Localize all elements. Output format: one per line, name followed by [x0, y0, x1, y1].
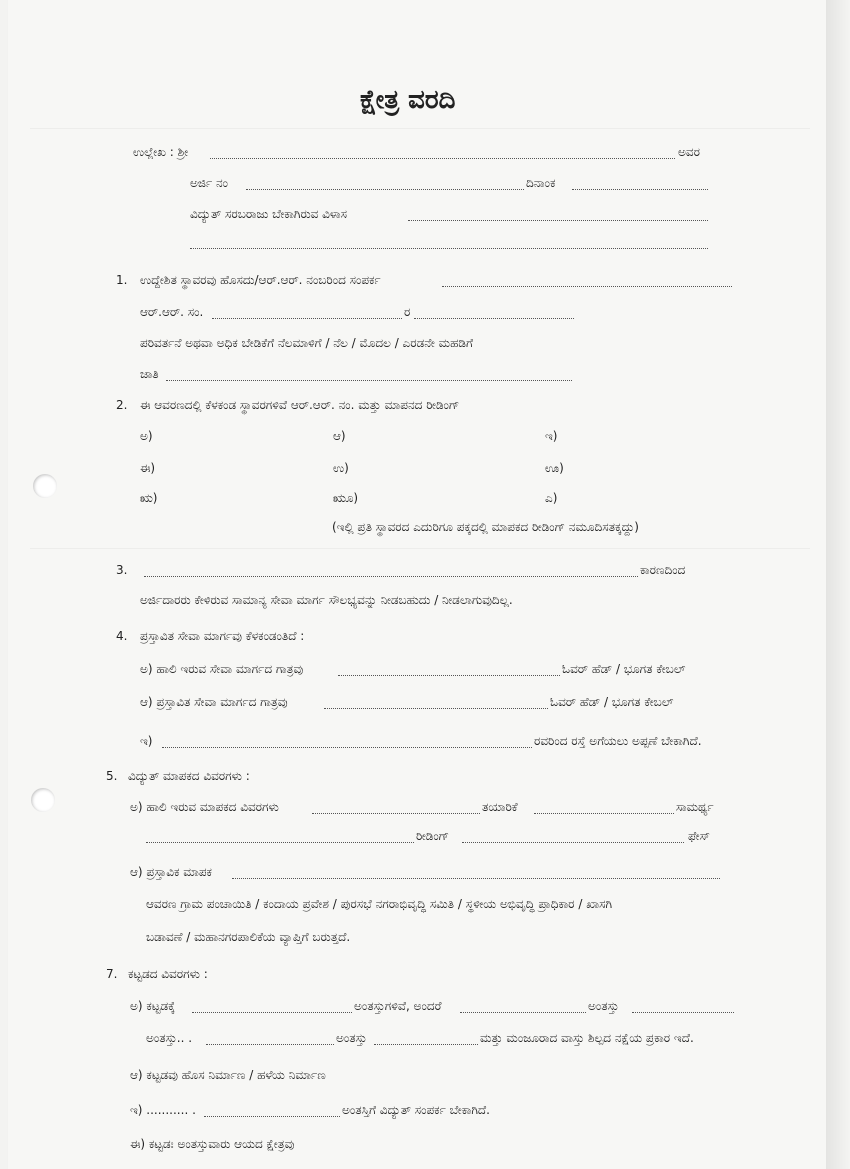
page-title: ಕ್ಷೇತ್ರ ವರದಿ — [360, 85, 456, 115]
section-2-note: (ಇಲ್ಲಿ ಪ್ರತಿ ಸ್ಥಾವರದ ಎದುರಿಗೂ ಪಕ್ಕದಲ್ಲಿ ಮಾಪಕದ ರೀಡಿಂಗ್ ನಮೂದಿಸತಕ್ಕದ್ದು) — [332, 520, 639, 534]
section-4-heading: ಪ್ರಸ್ತಾವಿತ ಸೇವಾ ಮಾರ್ಗವು ಕೆಳಕಂಡಂತಿದೆ : — [140, 629, 305, 643]
installation-item: ಉ) — [333, 461, 349, 475]
road-cut-field[interactable] — [162, 735, 532, 748]
installation-item: ಅ) — [140, 429, 153, 443]
section-7-heading: ಕಟ್ಟಡದ ವಿವರಗಳು : — [128, 967, 208, 981]
reference-name-field[interactable] — [210, 146, 675, 159]
connection-field[interactable] — [442, 274, 732, 287]
installation-item: ಈ) — [140, 461, 156, 475]
rr-no-label: ಆರ್.ಆರ್. ಸಂ. — [140, 305, 204, 319]
address-field-line2[interactable] — [190, 236, 708, 249]
proposed-line-label: ಆ) ಪ್ರಸ್ತಾವಿತ ಸೇವಾ ಮಾರ್ಗದ ಗಾತ್ರವು — [140, 695, 288, 709]
section-1-text: ಉದ್ದೇಶಿತ ಸ್ಥಾವರವು ಹೊಸದು/ಆರ್.ಆರ್. ನಂಬರಿಂದ ಸಂಪರ್ಕ — [140, 273, 381, 287]
road-cut-label: ಇ) — [140, 734, 153, 748]
section-2-heading: ಈ ಆವರಣದಲ್ಲಿ ಕೆಳಕಂಡ ಸ್ಥಾವರಗಳಿವೆ ಆರ್.ಆರ್. ನಂ. ಮತ್ತು ಮಾಪನದ ರೀಡಿಂಗ್ — [140, 398, 460, 412]
fold-crease — [30, 128, 810, 129]
reading-label: ರೀಡಿಂಗ್ — [416, 829, 450, 843]
section-5-number: 5. — [106, 769, 118, 783]
section-3-number: 3. — [116, 563, 128, 577]
floor-supply-field[interactable] — [204, 1104, 340, 1117]
address-label: ವಿದ್ಯುತ್ ಸರಬರಾಜು ಬೇಕಾಗಿರುವ ವಿಳಾಸ — [190, 207, 348, 221]
punch-hole-bottom — [31, 788, 55, 812]
fold-crease — [30, 548, 810, 549]
floor-detail-field-2[interactable] — [632, 1000, 734, 1013]
existing-line-label: ಅ) ಹಾಲಿ ಇರುವ ಸೇವಾ ಮಾರ್ಗದ ಗಾತ್ರವು — [140, 662, 304, 676]
section-4-number: 4. — [116, 629, 128, 643]
existing-meter-field[interactable] — [312, 801, 480, 814]
proposed-line-field[interactable] — [324, 696, 548, 709]
application-no-label: ಅರ್ಜಿ ನಂ — [190, 176, 228, 190]
date-label: ದಿನಾಂಕ — [526, 176, 556, 190]
caste-label: ಜಾತಿ — [140, 367, 159, 381]
reason-field[interactable] — [144, 564, 638, 577]
section-1-number: 1. — [116, 273, 128, 287]
installation-item: ಆ) — [333, 429, 346, 443]
installation-item: ಎ) — [545, 491, 558, 505]
floors-line2-end: ಮತ್ತು ಮಂಜೂರಾದ ವಾಸ್ತು ಶಿಲ್ಪದ ನಕ್ಷೆಯ ಪ್ರಕಾರ ಇದೆ. — [480, 1031, 694, 1045]
floors-line2-field-2[interactable] — [374, 1032, 478, 1045]
maker-label: ತಯಾರಿಕೆ — [482, 800, 518, 814]
road-cut-suffix: ರವರಿಂದ ರಸ್ತೆ ಅಗೆಯಲು ಅಪ್ಪಣೆ ಬೇಕಾಗಿದೆ. — [534, 734, 702, 748]
proposed-meter-label: ಆ) ಪ್ರಸ್ತಾವಿಕ ಮಾಪಕ — [130, 865, 212, 879]
page-edge — [826, 0, 850, 1169]
rr-suffix: ರ — [404, 305, 411, 319]
floors-line2-field[interactable] — [206, 1032, 334, 1045]
floor-supply-suffix: ಅಂತಸ್ತಿಗೆ ವಿದ್ಯುತ್ ಸಂಪರ್ಕ ಬೇಕಾಗಿದೆ. — [342, 1103, 490, 1117]
punch-hole-top — [33, 474, 57, 498]
floors-end-text: ಅಂತಸ್ತು — [588, 999, 619, 1013]
maker-field[interactable] — [534, 801, 674, 814]
floor-area-text: ಈ) ಕಟ್ಟಡಃ ಅಂತಸ್ತುವಾರು ಆಯದ ಕ್ಷೇತ್ರವು — [130, 1137, 295, 1151]
floor-supply-label: ಇ) ........... . — [130, 1103, 196, 1117]
jurisdiction-text: ಆವರಣ ಗ್ರಾಮ ಪಂಚಾಯಿತಿ / ಕಂದಾಯ ಪ್ರವೇಶ / ಪುರಸಭೆ ನಗರಾಭಿವೃದ್ಧಿ ಸಮಿತಿ / ಸ್ಥಳೀಯ ಅಭಿವೃದ್ಧಿ ಪ್ರಾಧಿಕಾರ / ಖಾಸಗಿ — [146, 897, 613, 911]
existing-line-field[interactable] — [338, 663, 560, 676]
existing-line-suffix: ಓವರ್ ಹೆಡ್ / ಭೂಗತ ಕೇಬಲ್ — [562, 662, 686, 676]
floor-count-field[interactable] — [192, 1000, 352, 1013]
installation-item: ಋ) — [140, 491, 158, 505]
conversion-text: ಪರಿವರ್ತನೆ ಅಥವಾ ಅಧಿಕ ಬೇಡಿಕೆಗೆ ನೆಲಮಾಳಿಗೆ / ನೆಲ / ಮೊದಲ / ಎರಡನೇ ಮಹಡಿಗೆ — [140, 336, 473, 350]
section-7-number: 7. — [106, 967, 118, 981]
date-field[interactable] — [572, 177, 708, 190]
floors-line2-start: ಅಂತಸ್ತು.. . — [146, 1031, 193, 1045]
reference-suffix: ಅವರ — [678, 145, 700, 159]
phase-field[interactable] — [462, 830, 684, 843]
floors-line2-mid: ಅಂತಸ್ತು — [336, 1031, 367, 1045]
phase-label: ಫೇಸ್ — [688, 829, 710, 843]
rr-no-field[interactable] — [212, 306, 402, 319]
capacity-label: ಸಾಮರ್ಥ್ಯ — [676, 800, 714, 814]
existing-meter-label: ಅ) ಹಾಲಿ ಇರುವ ಮಾಪಕದ ವಿವರಗಳು — [130, 800, 279, 814]
reading-field[interactable] — [146, 830, 414, 843]
floor-detail-field[interactable] — [460, 1000, 586, 1013]
section-3-text: ಅರ್ಜಿದಾರರು ಕೇಳಿರುವ ಸಾಮಾನ್ಯ ಸೇವಾ ಮಾರ್ಗ ಸೌಲಭ್ಯವನ್ನು ನೀಡಬಹುದು / ನೀಡಲಾಗುವುದಿಲ್ಲ. — [140, 593, 513, 607]
caste-field[interactable] — [166, 368, 572, 381]
reason-suffix: ಕಾರಣದಿಂದ — [640, 563, 686, 577]
document-page — [8, 0, 826, 1169]
construction-type-text: ಆ) ಕಟ್ಟಡವು ಹೊಸ ನಿರ್ಮಾಣ / ಹಳೆಯ ನಿರ್ಮಾಣ — [130, 1068, 326, 1082]
application-no-field[interactable] — [246, 177, 524, 190]
installation-item: ಋೂ) — [333, 491, 359, 505]
section-2-number: 2. — [116, 398, 128, 412]
section-5-heading: ವಿದ್ಯುತ್ ಮಾಪಕದ ವಿವರಗಳು : — [128, 769, 250, 783]
installation-item: ಇ) — [545, 429, 558, 443]
building-label: ಅ) ಕಟ್ಟಡಕ್ಕೆ — [130, 999, 176, 1013]
proposed-meter-field[interactable] — [232, 866, 720, 879]
address-field[interactable] — [408, 208, 708, 221]
proposed-line-suffix: ಓವರ್ ಹೆಡ್ / ಭೂಗತ ಕೇಬಲ್ — [550, 695, 674, 709]
jurisdiction-text-2: ಬಡಾವಣೆ / ಮಹಾನಗರಪಾಲಿಕೆಯ ವ್ಯಾಪ್ತಿಗೆ ಬರುತ್ತದೆ. — [146, 930, 351, 944]
floors-mid-text: ಅಂತಸ್ತುಗಳಿವೆ, ಅಂದರೆ — [354, 999, 442, 1013]
installation-item: ಊ) — [545, 461, 564, 475]
reference-label: ಉಲ್ಲೇಖ : ಶ್ರೀ — [133, 145, 189, 159]
rr-suffix-field[interactable] — [414, 306, 574, 319]
